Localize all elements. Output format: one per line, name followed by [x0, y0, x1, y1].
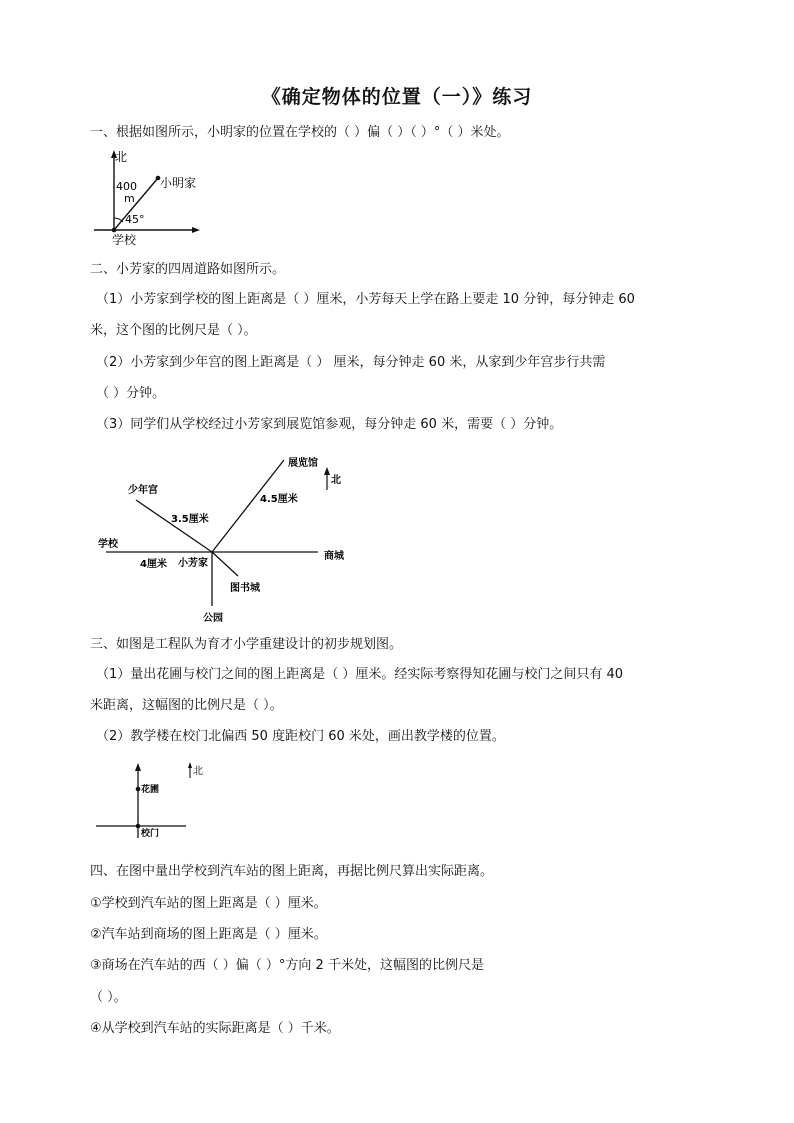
q4-answer-1: ①学校到汽车站的图上距离是（ ）厘米。	[90, 896, 327, 911]
q4-answer-4: ④从学校到汽车站的实际距离是（ ）千米。	[90, 1021, 340, 1036]
q1-distance-unit: m	[124, 192, 135, 205]
q3-intro: 三、如图是工程队为育才小学重建设计的初步规划图。	[90, 637, 403, 652]
q2-part2-line2: （ ）分钟。	[96, 386, 166, 401]
map-distance-school: 4厘米	[140, 559, 167, 570]
map-youth-palace: 少年宫	[128, 485, 158, 496]
q3-part1-line2: 米距离，这幅图的比例尺是（ ）。	[90, 698, 283, 713]
q1-distance-number: 400	[116, 180, 137, 193]
q4-answer-3-line1: ③商场在汽车站的西（ ）偏（ ）°方向 2 千米处，这幅图的比例尺是	[90, 958, 484, 973]
q4-answer-3-line2: （ ）。	[90, 990, 127, 1005]
q2-intro: 二、小芳家的四周道路如图所示。	[90, 262, 286, 277]
q1-figure	[88, 148, 218, 248]
q4-intro: 四、在图中量出学校到汽车站的图上距离，再据比例尺算出实际距离。	[90, 864, 494, 879]
q2-part1-line2: 米，这个图的比例尺是（ ）。	[90, 323, 257, 338]
q3-garden-label: 花圃	[141, 785, 160, 795]
q3-gate-label: 校门	[141, 829, 160, 839]
q2-part3: （3）同学们从学校经过小芳家到展览馆参观，每分钟走 60 米，需要（ ）分钟。	[96, 417, 563, 432]
q1-angle-label: 45°	[125, 213, 145, 226]
q3-north-label: 北	[193, 766, 203, 777]
q2-part1-line1: （1）小芳家到学校的图上距离是（ ）厘米，小芳每天上学在路上要走 10 分钟，每分钟走 60	[96, 292, 635, 307]
map-exhibition-hall: 展览馆	[288, 458, 318, 469]
q1-school-label: 学校	[112, 233, 137, 247]
q2-road-map	[90, 448, 360, 628]
map-bookstore: 图书城	[230, 583, 260, 594]
q1-north-label: 北	[115, 150, 128, 164]
map-mall: 商城	[324, 551, 344, 562]
map-distance-palace: 3.5厘米	[171, 514, 209, 525]
q3-plan-figure	[90, 760, 220, 840]
q1-home-label: 小明家	[160, 176, 197, 190]
map-home: 小芳家	[178, 558, 208, 569]
q3-part1-line1: （1）量出花圃与校门之间的图上距离是（ ）厘米。经实际考察得知花圃与校门之间只有 40	[96, 667, 624, 682]
map-school: 学校	[98, 539, 118, 550]
q4-answer-2: ②汽车站到商场的图上距离是（ ）厘米。	[90, 927, 327, 942]
page-title: 《确定物体的位置（一）》练习	[261, 86, 533, 108]
q1-text: 一、根据如图所示，小明家的位置在学校的（ ）偏（ ）（ ）°（ ）米处。	[90, 125, 510, 140]
map-distance-exhibition: 4.5厘米	[260, 494, 298, 505]
map-park: 公园	[203, 613, 223, 624]
map-north-label: 北	[331, 475, 341, 486]
q3-part2: （2）教学楼在校门北偏西 50 度距校门 60 米处，画出教学楼的位置。	[96, 729, 505, 744]
q2-part2-line1: （2）小芳家到少年宫的图上距离是（ ） 厘米，每分钟走 60 米，从家到少年宫步行共需	[96, 355, 606, 370]
